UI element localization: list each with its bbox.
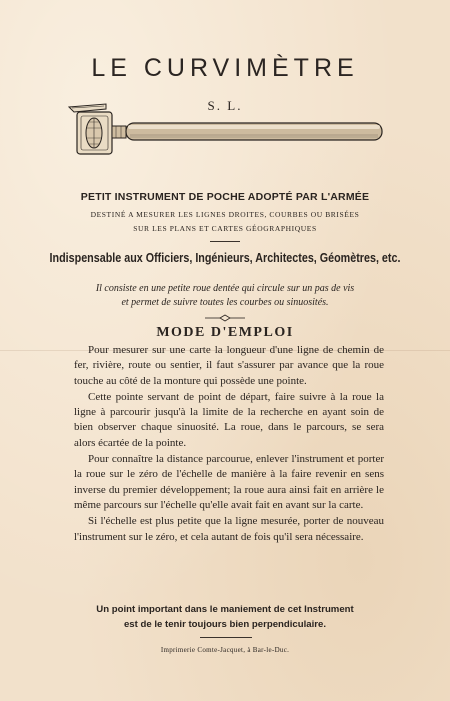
divider-rule xyxy=(210,241,240,242)
subtitle-line-3: SUR LES PLANS ET CARTES GÉOGRAPHIQUES xyxy=(133,224,317,233)
document-title: LE CURVIMÈTRE xyxy=(91,54,359,82)
imprint-rule xyxy=(200,637,252,638)
headline: Indispensable aux Officiers, Ingénieurs, Architectes, Géomètres, etc. xyxy=(49,251,401,265)
intro-line-1: Il consiste en une petite roue dentée qui circule sur un pas de vis xyxy=(95,283,355,294)
intro-text xyxy=(58,282,392,310)
paragraph: Pour mesurer sur une carte la longueur d'une ligne de chemin de fer, rivière, route ou sentier, il faut s'assurer par avance que la roue touche au côté de la monture qui possède une pointe. xyxy=(74,344,384,387)
maker-mark: S. L. xyxy=(207,98,243,113)
paragraph: Cette pointe servant de point de départ, faire suivre à la roue la ligne à parcourir jusqu'à la limite de la recherche en ayant soin de bien observer chaque sinuosité. La roue, dans le parcours, se sera alors écartée de la pointe. xyxy=(74,390,384,449)
important-line-2: est de le tenir toujours bien perpendiculaire. xyxy=(123,619,327,630)
section-title: MODE D'EMPLOI xyxy=(156,325,294,340)
important-line-1: Un point important dans le maniement de cet Instrument xyxy=(96,604,354,615)
paragraph: Si l'échelle est plus petite que la ligne mesurée, porter de nouveau l'instrument sur le zéro, et cela autant de fois qu'il sera nécessaire. xyxy=(74,515,384,543)
ornament-divider-icon xyxy=(205,314,245,322)
printer-imprint: Imprimerie Comte-Jacquet, à Bar-le-Duc. xyxy=(160,646,290,654)
intro-line-2: et permet de suivre toutes les courbes ou sinuosités. xyxy=(121,297,329,308)
instructions-body xyxy=(74,343,384,546)
subtitle-line-2: DESTINÉ A MESURER LES LIGNES DROITES, COURBES OU BRISÉES xyxy=(90,210,360,219)
subtitle-line-1: PETIT INSTRUMENT DE POCHE ADOPTÉ PAR L'ARMÉE xyxy=(80,191,370,203)
important-note xyxy=(60,602,390,632)
paragraph: Pour connaître la distance parcourue, enlever l'instrument et porter la roue sur le zéro de l'échelle de manière à la faire revenir en sens inverse du premier développement; la roue aura ainsi fait en arrière le même parcours sur l'échelle qu'elle avait fait en avant sur la carte. xyxy=(74,453,384,511)
